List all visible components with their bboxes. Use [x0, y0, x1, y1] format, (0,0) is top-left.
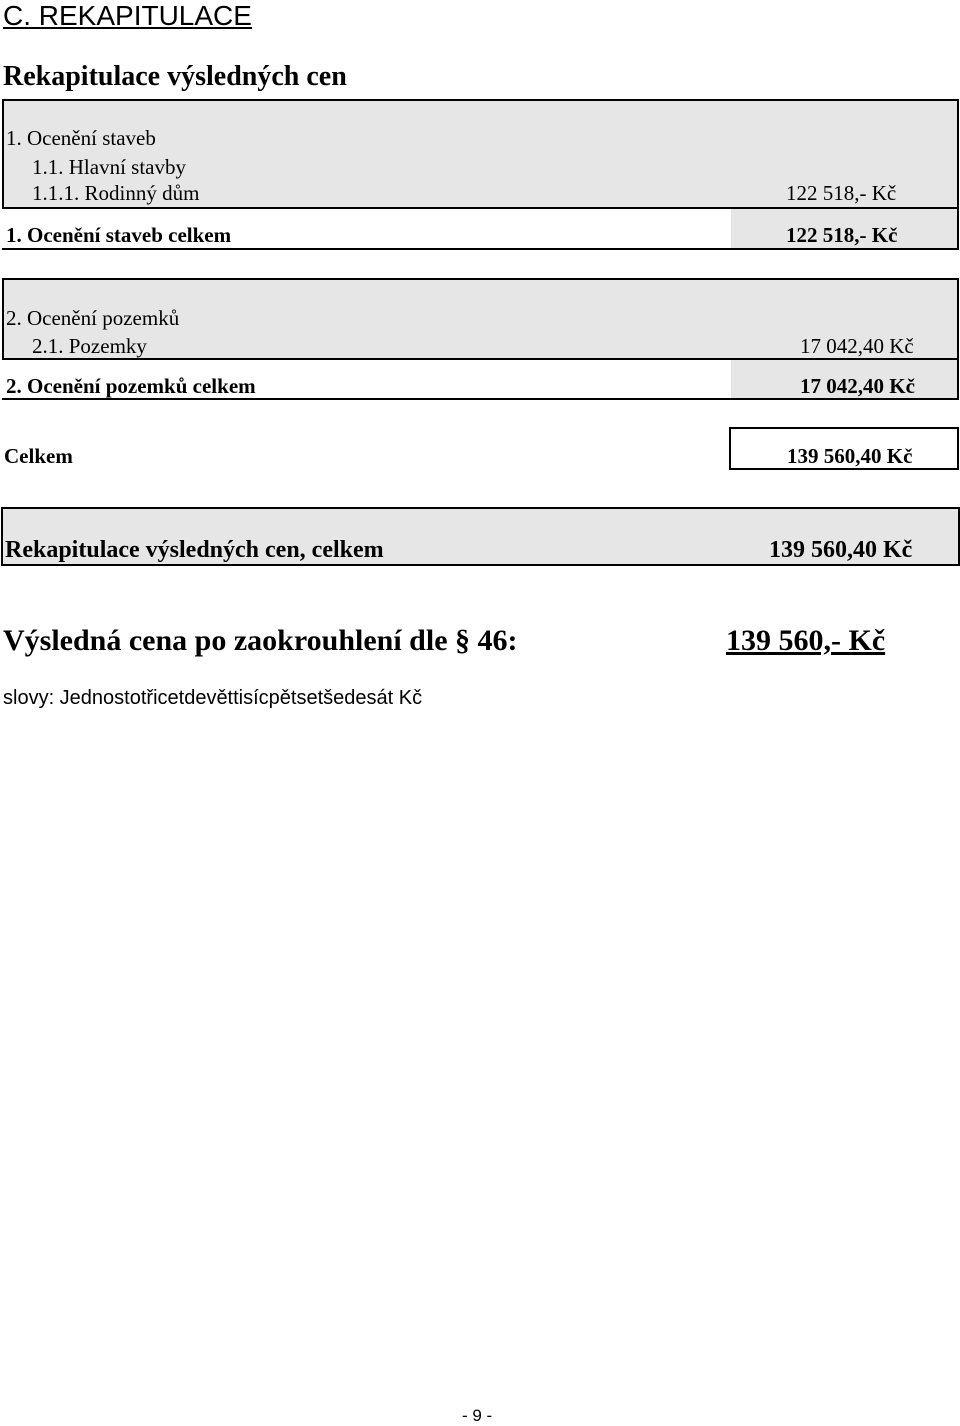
- buildings-total-right-border: [957, 207, 959, 249]
- land-section-title: 2. Ocenění pozemků: [6, 306, 180, 330]
- final-price-value: 139 560,- Kč: [726, 624, 886, 657]
- buildings-total-label: 1. Ocenění staveb celkem: [6, 223, 232, 247]
- buildings-item-label: 1.1.1. Rodinný dům: [32, 181, 200, 205]
- page-number: - 9 -: [462, 1406, 493, 1425]
- land-total-bottom-border: [2, 398, 959, 400]
- land-item-label: 2.1. Pozemky: [32, 334, 147, 358]
- section-heading: C. REKAPITULACE: [3, 0, 252, 31]
- price-in-words: slovy: Jednostotřicetdevěttisícpětsetšedesát Kč: [3, 687, 423, 709]
- grand-total-label: Celkem: [4, 444, 73, 468]
- land-total-label: 2. Ocenění pozemků celkem: [6, 374, 256, 398]
- grand-total-value: 139 560,40 Kč: [787, 444, 913, 468]
- buildings-sub-title: 1.1. Hlavní stavby: [32, 155, 186, 179]
- recap-total-label: Rekapitulace výsledných cen, celkem: [5, 537, 384, 563]
- recap-total-value: 139 560,40 Kč: [769, 537, 913, 563]
- buildings-total-value: 122 518,- Kč: [786, 223, 898, 247]
- buildings-section-title: 1. Ocenění staveb: [6, 126, 156, 150]
- land-item-value: 17 042,40 Kč: [800, 334, 914, 358]
- final-price-label: Výsledná cena po zaokrouhlení dle § 46:: [3, 624, 518, 657]
- buildings-total-bottom-border: [2, 248, 959, 250]
- land-total-value: 17 042,40 Kč: [800, 374, 915, 398]
- page-title: Rekapitulace výsledných cen: [3, 61, 347, 92]
- land-total-right-border: [957, 358, 959, 400]
- buildings-item-value: 122 518,- Kč: [786, 181, 897, 205]
